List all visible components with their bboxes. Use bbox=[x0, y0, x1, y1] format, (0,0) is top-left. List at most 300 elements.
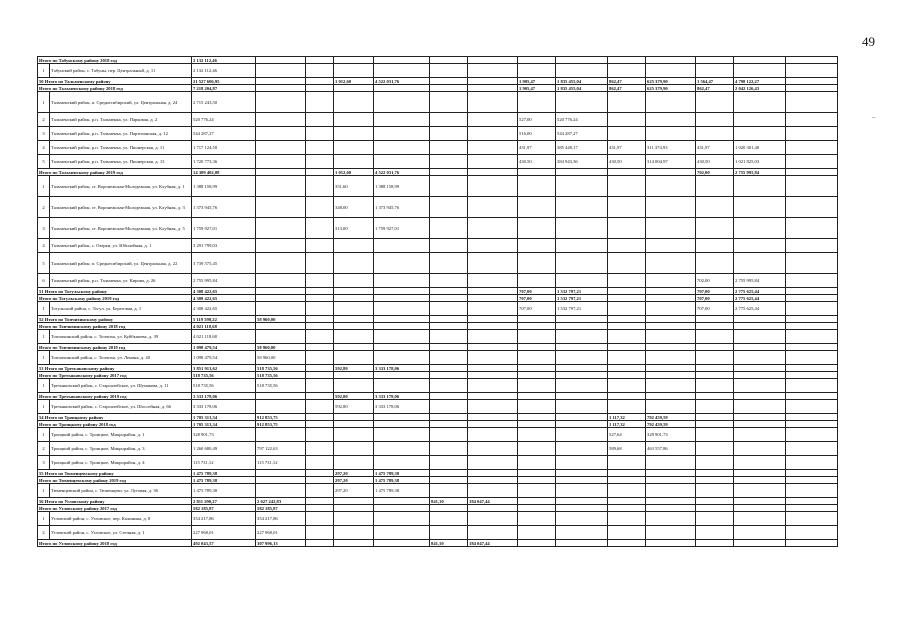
value-cell: 2 811 290,27 bbox=[192, 498, 256, 505]
value-cell bbox=[306, 155, 334, 169]
value-cell bbox=[256, 288, 306, 295]
value-cell bbox=[734, 393, 786, 400]
total-row bbox=[38, 414, 838, 421]
value-cell: 431,97 bbox=[518, 141, 556, 155]
value-cell bbox=[696, 365, 734, 372]
value-cell: 707,00 bbox=[696, 288, 734, 295]
total-row bbox=[38, 393, 838, 400]
value-cell bbox=[734, 218, 786, 239]
value-cell: 115 731,12 bbox=[256, 456, 306, 470]
value-cell bbox=[556, 197, 608, 218]
value-cell bbox=[306, 456, 334, 470]
value-cell: 1 532 797,21 bbox=[556, 302, 608, 316]
value-cell bbox=[518, 477, 556, 484]
value-cell bbox=[518, 428, 556, 442]
value-cell bbox=[734, 526, 786, 540]
value-cell bbox=[334, 113, 374, 127]
value-cell bbox=[646, 505, 696, 512]
value-cell bbox=[556, 351, 608, 365]
value-cell bbox=[334, 85, 374, 92]
value-cell bbox=[374, 57, 430, 64]
value-cell bbox=[696, 253, 734, 274]
value-cell: 1 373 945,76 bbox=[192, 197, 256, 218]
value-cell bbox=[374, 330, 430, 344]
value-cell bbox=[518, 92, 556, 113]
value-cell bbox=[734, 239, 786, 253]
value-cell: 1 475 789,38 bbox=[192, 484, 256, 498]
address-cell: Тальменский район, ст. Воронежская-Молодежная, ул. Клубная, д. 1 bbox=[50, 176, 192, 197]
value-cell bbox=[468, 421, 518, 428]
row-number: 1 bbox=[38, 400, 50, 414]
value-cell bbox=[734, 498, 786, 505]
address-cell: Тюменцевский район, с. Тюменцево, ул. Луговая, д. 36 bbox=[50, 484, 192, 498]
value-cell: 58 960,00 bbox=[256, 344, 306, 351]
value-cell bbox=[306, 414, 334, 421]
value-cell: 463 557,86 bbox=[646, 442, 696, 456]
value-cell bbox=[334, 428, 374, 442]
value-cell bbox=[468, 92, 518, 113]
value-cell bbox=[786, 302, 838, 316]
value-cell bbox=[518, 344, 556, 351]
value-cell: 1 717 124,50 bbox=[192, 141, 256, 155]
address-cell: Тальменский район, р.п. Тальменка, ул. Партизанская, д. 12 bbox=[50, 127, 192, 141]
value-cell: 1 388 158,99 bbox=[374, 176, 430, 197]
value-cell: 516,00 bbox=[518, 127, 556, 141]
value-cell: 2 755 995,84 bbox=[734, 169, 786, 176]
value-cell bbox=[608, 470, 646, 477]
value-cell bbox=[256, 477, 306, 484]
value-cell bbox=[430, 78, 468, 85]
address-cell: Табунский район, с. Табуны, пер. Центральный, д. 11 bbox=[50, 64, 192, 78]
page-number: 49 bbox=[862, 34, 875, 49]
value-cell: 912 853,75 bbox=[256, 414, 306, 421]
value-cell bbox=[256, 295, 306, 302]
value-cell bbox=[374, 316, 430, 323]
value-cell bbox=[256, 155, 306, 169]
value-cell bbox=[334, 239, 374, 253]
value-cell bbox=[786, 64, 838, 78]
total-label: 54 Итого по Троицкому району bbox=[38, 414, 192, 421]
value-cell bbox=[786, 239, 838, 253]
value-cell bbox=[556, 372, 608, 379]
value-cell: 431,97 bbox=[608, 141, 646, 155]
value-cell: 184 047,44 bbox=[468, 540, 518, 547]
value-cell bbox=[786, 442, 838, 456]
value-cell bbox=[374, 351, 430, 365]
value-cell bbox=[306, 253, 334, 274]
value-cell bbox=[430, 323, 468, 330]
value-cell bbox=[306, 351, 334, 365]
value-cell bbox=[468, 274, 518, 288]
value-cell: 3 333 178,06 bbox=[374, 400, 430, 414]
house-row bbox=[38, 64, 838, 78]
value-cell bbox=[518, 197, 556, 218]
value-cell bbox=[556, 470, 608, 477]
value-cell bbox=[468, 414, 518, 421]
value-cell bbox=[646, 470, 696, 477]
value-cell bbox=[786, 113, 838, 127]
value-cell bbox=[696, 372, 734, 379]
value-cell bbox=[468, 428, 518, 442]
value-cell bbox=[334, 512, 374, 526]
value-cell: 3 851 913,62 bbox=[192, 365, 256, 372]
value-cell bbox=[334, 330, 374, 344]
total-label: 56 Итого по Угловскому району bbox=[38, 498, 192, 505]
value-cell: 797 122,63 bbox=[256, 442, 306, 456]
value-cell bbox=[306, 526, 334, 540]
value-cell bbox=[646, 288, 696, 295]
value-cell bbox=[734, 477, 786, 484]
value-cell bbox=[556, 169, 608, 176]
value-cell bbox=[256, 176, 306, 197]
row-number: 2 bbox=[38, 442, 50, 456]
value-cell bbox=[734, 64, 786, 78]
value-cell bbox=[430, 526, 468, 540]
value-cell bbox=[646, 379, 696, 393]
address-cell: Угловский район, с. Угловское, ул. Степная, д. 1 bbox=[50, 526, 192, 540]
value-cell bbox=[696, 197, 734, 218]
value-cell bbox=[646, 316, 696, 323]
value-cell bbox=[556, 323, 608, 330]
value-cell: 1 905,47 bbox=[518, 85, 556, 92]
row-number: 1 bbox=[38, 484, 50, 498]
value-cell bbox=[786, 78, 838, 85]
value-cell: 518 735,56 bbox=[256, 379, 306, 393]
value-cell bbox=[646, 127, 696, 141]
value-cell: 314 004,97 bbox=[646, 155, 696, 169]
value-cell bbox=[646, 330, 696, 344]
value-cell bbox=[786, 176, 838, 197]
row-number: 5 bbox=[38, 155, 50, 169]
value-cell bbox=[646, 176, 696, 197]
value-cell bbox=[468, 344, 518, 351]
value-cell bbox=[374, 512, 430, 526]
value-cell bbox=[430, 505, 468, 512]
value-cell: 1 705 313,34 bbox=[192, 414, 256, 421]
total-row bbox=[38, 477, 838, 484]
value-cell bbox=[786, 365, 838, 372]
value-cell bbox=[646, 197, 696, 218]
value-cell bbox=[306, 330, 334, 344]
value-cell bbox=[518, 484, 556, 498]
value-cell: 518 735,56 bbox=[192, 379, 256, 393]
value-cell: 1 020 301,40 bbox=[734, 141, 786, 155]
total-label: Итого по Тальменскому району 2019 год bbox=[38, 169, 192, 176]
value-cell bbox=[306, 498, 334, 505]
row-number: 2 bbox=[38, 113, 50, 127]
value-cell bbox=[374, 155, 430, 169]
total-row bbox=[38, 505, 838, 512]
address-cell: Троицкий район, с. Троицкое, Микрорайон, д. 3 bbox=[50, 442, 192, 456]
value-cell bbox=[468, 379, 518, 393]
value-cell: 1 117,32 bbox=[608, 421, 646, 428]
value-cell bbox=[734, 323, 786, 330]
value-cell bbox=[430, 400, 468, 414]
value-cell bbox=[734, 197, 786, 218]
value-cell bbox=[608, 351, 646, 365]
value-cell bbox=[306, 288, 334, 295]
value-cell bbox=[334, 64, 374, 78]
value-cell bbox=[734, 379, 786, 393]
value-cell bbox=[374, 295, 430, 302]
value-cell bbox=[430, 197, 468, 218]
total-label: Итого по Тальменскому району 2018 год bbox=[38, 85, 192, 92]
address-cell: Тальменский район, ст. Воронежская-Молодежная, ул. Клубная, д. 5 bbox=[50, 218, 192, 239]
value-cell bbox=[608, 288, 646, 295]
house-row bbox=[38, 351, 838, 365]
value-cell bbox=[608, 274, 646, 288]
value-cell: 4 308 422,65 bbox=[192, 288, 256, 295]
value-cell bbox=[556, 421, 608, 428]
value-cell bbox=[430, 64, 468, 78]
value-cell bbox=[696, 344, 734, 351]
house-row bbox=[38, 526, 838, 540]
value-cell: 4 522 031,76 bbox=[374, 169, 430, 176]
value-cell bbox=[306, 512, 334, 526]
value-cell bbox=[306, 141, 334, 155]
value-cell bbox=[608, 505, 646, 512]
address-cell: Топчихинский район, с. Топчиха, ул. Куйбышева, д. 39 bbox=[50, 330, 192, 344]
total-label: 51 Итого по Тогульскому району bbox=[38, 288, 192, 295]
value-cell bbox=[306, 372, 334, 379]
value-cell bbox=[608, 540, 646, 547]
value-cell bbox=[786, 253, 838, 274]
value-cell bbox=[334, 414, 374, 421]
total-label: Итого по Угловскому району 2018 год bbox=[38, 540, 192, 547]
value-cell: 227 968,01 bbox=[192, 526, 256, 540]
value-cell: 2 132 112,46 bbox=[192, 64, 256, 78]
value-cell bbox=[430, 393, 468, 400]
value-cell: 430,50 bbox=[518, 155, 556, 169]
total-label: Итого по Топчихинскому району 2018 год bbox=[38, 323, 192, 330]
value-cell bbox=[334, 253, 374, 274]
value-cell bbox=[646, 351, 696, 365]
value-cell bbox=[696, 540, 734, 547]
value-cell bbox=[334, 505, 374, 512]
address-cell: Тальменский район, п. Среднесибирский, ул. Центральная, д. 22 bbox=[50, 253, 192, 274]
value-cell: 1 260 680,49 bbox=[192, 442, 256, 456]
value-cell bbox=[468, 78, 518, 85]
value-cell bbox=[786, 393, 838, 400]
value-cell bbox=[786, 540, 838, 547]
value-cell bbox=[468, 365, 518, 372]
value-cell bbox=[306, 540, 334, 547]
value-cell bbox=[696, 477, 734, 484]
row-number: 5 bbox=[38, 253, 50, 274]
value-cell bbox=[374, 540, 430, 547]
value-cell: 912 853,75 bbox=[256, 421, 306, 428]
value-cell bbox=[786, 316, 838, 323]
total-label: 50 Итого по Тальменскому району bbox=[38, 78, 192, 85]
value-cell bbox=[430, 330, 468, 344]
value-cell bbox=[786, 470, 838, 477]
house-row bbox=[38, 176, 838, 197]
value-cell bbox=[256, 274, 306, 288]
house-row bbox=[38, 302, 838, 316]
value-cell bbox=[646, 295, 696, 302]
value-cell bbox=[556, 428, 608, 442]
value-cell: 702,00 bbox=[696, 274, 734, 288]
house-row bbox=[38, 274, 838, 288]
value-cell bbox=[430, 288, 468, 295]
value-cell bbox=[556, 540, 608, 547]
value-cell bbox=[646, 64, 696, 78]
value-cell bbox=[306, 442, 334, 456]
value-cell bbox=[734, 316, 786, 323]
value-cell bbox=[430, 274, 468, 288]
value-cell: 3 333 178,06 bbox=[374, 365, 430, 372]
value-cell bbox=[334, 456, 374, 470]
value-cell bbox=[430, 421, 468, 428]
value-cell: 354 217,86 bbox=[192, 512, 256, 526]
value-cell bbox=[374, 92, 430, 113]
value-cell bbox=[256, 239, 306, 253]
value-cell bbox=[556, 484, 608, 498]
house-row bbox=[38, 456, 838, 470]
value-cell: 2 775 625,44 bbox=[734, 295, 786, 302]
value-cell bbox=[334, 288, 374, 295]
value-cell: 582 185,87 bbox=[192, 505, 256, 512]
value-cell bbox=[608, 218, 646, 239]
value-cell bbox=[306, 302, 334, 316]
total-label: 55 Итого по Тюменцевскому району bbox=[38, 470, 192, 477]
value-cell bbox=[646, 484, 696, 498]
value-cell bbox=[786, 274, 838, 288]
value-cell bbox=[608, 176, 646, 197]
value-cell bbox=[556, 442, 608, 456]
value-cell bbox=[430, 302, 468, 316]
address-cell: Третьяковский район, с. Староалейское, ул. Шоссейная, д. 66 bbox=[50, 400, 192, 414]
value-cell bbox=[786, 323, 838, 330]
row-number: 2 bbox=[38, 526, 50, 540]
row-number: 3 bbox=[38, 127, 50, 141]
value-cell bbox=[374, 428, 430, 442]
value-cell bbox=[518, 239, 556, 253]
value-cell: 1 012,60 bbox=[334, 169, 374, 176]
value-cell bbox=[518, 498, 556, 505]
value-cell bbox=[374, 239, 430, 253]
total-label: Итого по Угловскому району 2017 год bbox=[38, 505, 192, 512]
value-cell bbox=[608, 197, 646, 218]
value-cell bbox=[556, 414, 608, 421]
value-cell bbox=[256, 470, 306, 477]
value-cell bbox=[430, 456, 468, 470]
value-cell: 313,00 bbox=[334, 218, 374, 239]
total-row bbox=[38, 365, 838, 372]
value-cell bbox=[518, 379, 556, 393]
value-cell: 297,20 bbox=[334, 470, 374, 477]
value-cell bbox=[306, 92, 334, 113]
total-row bbox=[38, 470, 838, 477]
value-cell bbox=[334, 442, 374, 456]
value-cell bbox=[734, 365, 786, 372]
value-cell: 1 835 455,04 bbox=[556, 85, 608, 92]
value-cell bbox=[334, 316, 374, 323]
value-cell bbox=[646, 253, 696, 274]
value-cell bbox=[306, 344, 334, 351]
value-cell: 792 459,59 bbox=[646, 421, 696, 428]
value-cell bbox=[334, 351, 374, 365]
value-cell bbox=[696, 442, 734, 456]
value-cell bbox=[696, 526, 734, 540]
value-cell bbox=[556, 330, 608, 344]
value-cell bbox=[430, 113, 468, 127]
value-cell bbox=[430, 484, 468, 498]
value-cell bbox=[786, 295, 838, 302]
value-cell: 1 532 797,21 bbox=[556, 288, 608, 295]
value-cell bbox=[430, 253, 468, 274]
value-cell bbox=[518, 351, 556, 365]
value-cell: 2 042 126,43 bbox=[734, 85, 786, 92]
value-cell bbox=[646, 365, 696, 372]
value-cell bbox=[518, 169, 556, 176]
value-cell bbox=[306, 477, 334, 484]
value-cell bbox=[374, 421, 430, 428]
value-cell bbox=[646, 218, 696, 239]
value-cell bbox=[334, 526, 374, 540]
value-cell bbox=[608, 526, 646, 540]
value-cell bbox=[608, 92, 646, 113]
value-cell: 1 905,47 bbox=[518, 78, 556, 85]
value-cell bbox=[256, 302, 306, 316]
value-cell: 3 333 178,06 bbox=[374, 393, 430, 400]
value-cell bbox=[518, 470, 556, 477]
value-cell bbox=[430, 365, 468, 372]
value-cell bbox=[256, 197, 306, 218]
value-cell: 297,20 bbox=[334, 477, 374, 484]
value-cell bbox=[556, 316, 608, 323]
value-cell bbox=[306, 484, 334, 498]
value-cell bbox=[256, 393, 306, 400]
value-cell: 520 776,24 bbox=[556, 113, 608, 127]
value-cell bbox=[430, 218, 468, 239]
value-cell: 1 532 797,21 bbox=[556, 295, 608, 302]
value-cell bbox=[334, 498, 374, 505]
row-number: 1 bbox=[38, 64, 50, 78]
total-label: Итого по Троицкому району 2018 год bbox=[38, 421, 192, 428]
value-cell: 592,80 bbox=[334, 365, 374, 372]
house-row bbox=[38, 512, 838, 526]
value-cell bbox=[696, 414, 734, 421]
value-cell bbox=[468, 302, 518, 316]
value-cell bbox=[256, 484, 306, 498]
value-cell bbox=[374, 64, 430, 78]
total-row bbox=[38, 344, 838, 351]
value-cell bbox=[306, 218, 334, 239]
value-cell bbox=[430, 155, 468, 169]
value-cell: 518 735,56 bbox=[256, 365, 306, 372]
value-cell bbox=[430, 176, 468, 197]
value-cell: 1 098 479,54 bbox=[192, 344, 256, 351]
value-cell bbox=[556, 379, 608, 393]
value-cell: 5 119 598,22 bbox=[192, 316, 256, 323]
value-cell bbox=[430, 379, 468, 393]
value-cell bbox=[556, 400, 608, 414]
value-cell: 1 098 479,54 bbox=[192, 351, 256, 365]
value-cell bbox=[556, 218, 608, 239]
total-row bbox=[38, 498, 838, 505]
value-cell bbox=[734, 414, 786, 421]
value-cell bbox=[696, 512, 734, 526]
value-cell bbox=[734, 505, 786, 512]
value-cell: 1 475 789,38 bbox=[192, 477, 256, 484]
value-cell: 4 021 118,68 bbox=[192, 323, 256, 330]
value-cell bbox=[696, 316, 734, 323]
value-cell: 2 715 243,50 bbox=[192, 92, 256, 113]
value-cell bbox=[696, 400, 734, 414]
row-number: 1 bbox=[38, 351, 50, 365]
value-cell bbox=[256, 169, 306, 176]
